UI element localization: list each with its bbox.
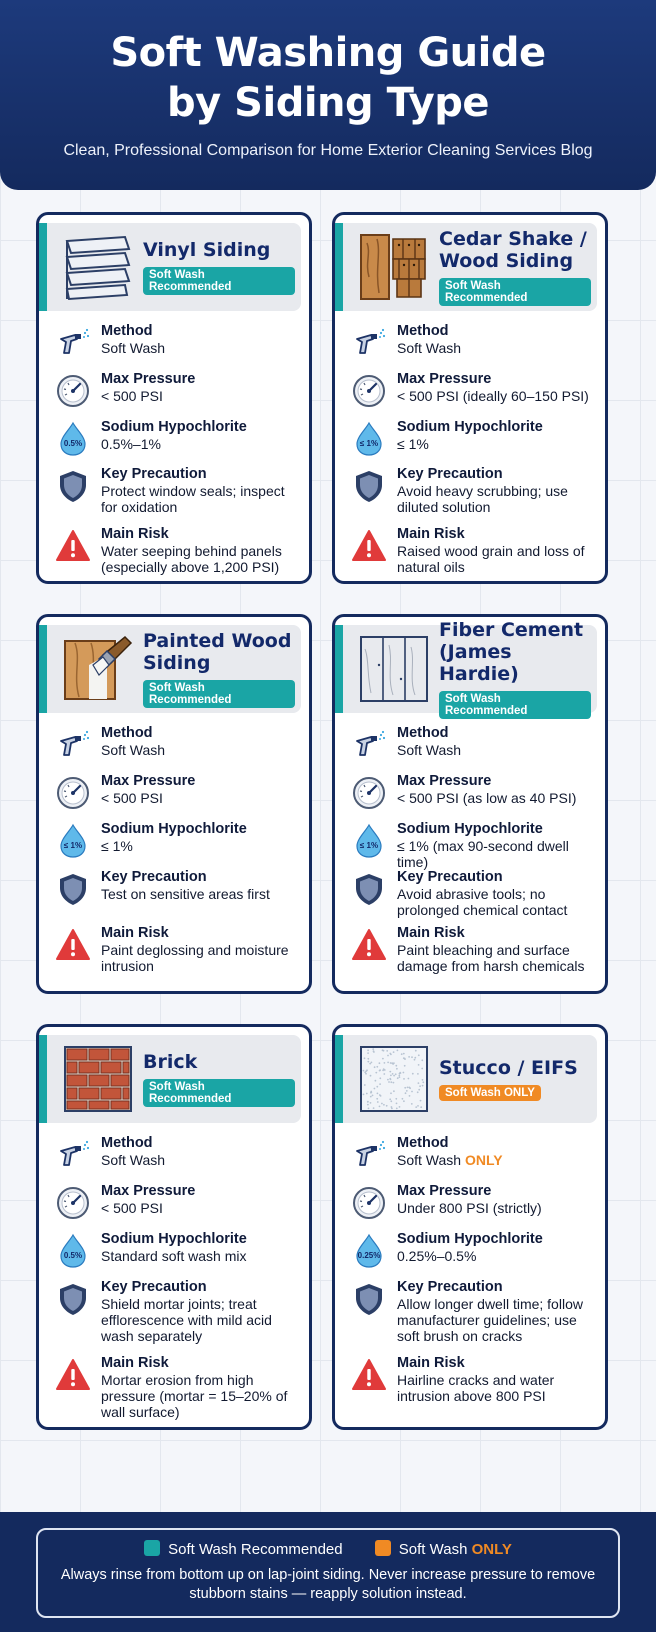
spray-nozzle-icon	[351, 1137, 387, 1173]
chemical-drop-icon	[55, 823, 91, 859]
precaution-row	[351, 466, 597, 515]
method-value: Soft Wash	[101, 742, 166, 758]
spray-nozzle-icon	[55, 1137, 91, 1173]
method-text	[101, 742, 301, 758]
risk-value: Mortar erosion from high pressure (mortar = 15–20% of wall surface)	[101, 1372, 288, 1420]
teal-swatch-icon	[144, 1540, 160, 1556]
page-title	[0, 0, 656, 128]
drop-concentration-label: ≤ 1%	[359, 841, 379, 850]
risk-value: Water seeping behind panels (especially above 1,200 PSI)	[101, 543, 282, 575]
chemical-drop-icon	[351, 421, 387, 457]
method-text	[397, 742, 597, 758]
pressure-value: < 500 PSI	[101, 388, 163, 404]
method-row	[55, 1135, 301, 1168]
chem-text	[101, 436, 301, 452]
precaution-text	[397, 886, 597, 918]
precaution-text	[397, 483, 597, 515]
title-line-2: by Siding Type	[167, 80, 489, 126]
method-value: Soft Wash	[397, 742, 462, 758]
card-title: Stucco / EIFS	[439, 1057, 578, 1079]
pressure-gauge-icon	[351, 373, 387, 409]
chem-value: 0.25%–0.5%	[397, 1248, 477, 1264]
warning-icon	[351, 1357, 387, 1393]
method-text	[397, 340, 597, 356]
card-header	[39, 625, 301, 713]
footer-note: Always rinse from bottom up on lap-joint siding. Never increase pressure to remove stubborn stains — reapply solution instead.	[60, 1567, 596, 1602]
pressure-label: Max Pressure	[101, 1183, 196, 1199]
status-badge: Soft Wash ONLY	[439, 1085, 541, 1101]
chem-row	[351, 821, 597, 870]
drop-concentration-label: 0.5%	[63, 1251, 83, 1260]
pressure-gauge-icon	[55, 373, 91, 409]
chem-value: ≤ 1%	[397, 436, 429, 452]
chem-label: Sodium Hypochlorite	[397, 419, 543, 435]
method-label: Method	[101, 1135, 153, 1151]
pressure-label: Max Pressure	[101, 773, 196, 789]
card-title: Cedar Shake / Wood Siding	[439, 228, 587, 272]
risk-row	[55, 1355, 301, 1420]
risk-label: Main Risk	[397, 1355, 465, 1371]
risk-text	[397, 543, 597, 575]
status-badge: Soft Wash Recommended	[143, 267, 295, 295]
risk-row	[351, 526, 597, 575]
method-label: Method	[397, 725, 449, 741]
card-title: Vinyl Siding	[143, 239, 271, 261]
pressure-gauge-icon	[55, 775, 91, 811]
pressure-value: Under 800 PSI (strictly)	[397, 1200, 542, 1216]
footer-legend-box	[36, 1528, 620, 1618]
warning-icon	[55, 927, 91, 963]
method-row	[351, 725, 597, 758]
method-row	[351, 1135, 597, 1168]
precaution-row	[351, 1279, 597, 1344]
precaution-label: Key Precaution	[397, 869, 503, 885]
chem-row	[55, 821, 301, 854]
legend-only-label: Soft Wash	[398, 1541, 468, 1558]
status-badge: Soft Wash Recommended	[439, 278, 591, 306]
spray-nozzle-icon	[351, 727, 387, 763]
risk-value: Hairline cracks and water intrusion above 800 PSI	[397, 1372, 555, 1404]
chem-label: Sodium Hypochlorite	[101, 1231, 247, 1247]
chem-label: Sodium Hypochlorite	[101, 821, 247, 837]
chem-value: Standard soft wash mix	[101, 1248, 247, 1264]
method-label: Method	[397, 1135, 449, 1151]
siding-card	[332, 1024, 608, 1430]
method-row	[55, 725, 301, 758]
risk-text	[101, 543, 301, 575]
pressure-row	[351, 773, 597, 806]
risk-value: Raised wood grain and loss of natural oils	[397, 543, 585, 575]
risk-text	[101, 942, 301, 974]
pressure-gauge-icon	[351, 1185, 387, 1221]
method-value: Soft Wash	[101, 1152, 166, 1168]
pressure-text	[101, 388, 301, 404]
chem-value: ≤ 1%	[101, 838, 133, 854]
precaution-label: Key Precaution	[101, 869, 207, 885]
pressure-text	[397, 388, 597, 404]
legend-only-emphasis: ONLY	[471, 1541, 512, 1558]
method-value: Soft Wash	[101, 340, 166, 356]
card-header	[335, 1035, 597, 1123]
spray-nozzle-icon	[55, 325, 91, 361]
method-text	[101, 340, 301, 356]
precaution-text	[101, 1296, 301, 1344]
pressure-value: < 500 PSI	[101, 1200, 163, 1216]
method-row	[55, 323, 301, 356]
chem-value: 0.5%–1%	[101, 436, 161, 452]
siding-card	[332, 212, 608, 584]
chemical-drop-icon	[55, 421, 91, 457]
warning-icon	[351, 528, 387, 564]
precaution-text	[101, 483, 301, 515]
precaution-value: Protect window seals; inspect for oxidation	[101, 483, 285, 515]
precaution-label: Key Precaution	[101, 1279, 207, 1295]
precaution-label: Key Precaution	[397, 1279, 503, 1295]
precaution-value: Test on sensitive areas first	[101, 886, 270, 902]
risk-text	[101, 1372, 301, 1420]
chem-row	[55, 1231, 301, 1264]
risk-row	[55, 925, 301, 974]
orange-swatch-icon	[375, 1540, 391, 1556]
risk-label: Main Risk	[397, 925, 465, 941]
spray-nozzle-icon	[351, 325, 387, 361]
risk-row	[55, 526, 301, 575]
shield-icon	[351, 468, 387, 504]
status-badge: Soft Wash Recommended	[439, 691, 591, 719]
card-header	[39, 1035, 301, 1123]
card-title: Fiber Cement (James Hardie)	[439, 619, 584, 685]
footer-bar	[0, 1512, 656, 1632]
pressure-text	[101, 1200, 301, 1216]
card-header	[335, 619, 597, 717]
precaution-row	[55, 1279, 301, 1344]
precaution-row	[55, 466, 301, 515]
cedar-shake-icon	[359, 233, 429, 301]
card-header	[39, 223, 301, 311]
chemical-drop-icon	[351, 1233, 387, 1269]
fiber-cement-icon	[359, 635, 429, 703]
pressure-row	[55, 371, 301, 404]
card-header	[335, 223, 597, 311]
chem-text	[101, 1248, 301, 1264]
legend	[38, 1540, 618, 1558]
shield-icon	[55, 468, 91, 504]
method-label: Method	[101, 725, 153, 741]
chem-text	[397, 1248, 597, 1264]
chemical-drop-icon	[351, 823, 387, 859]
risk-label: Main Risk	[101, 526, 169, 542]
chem-text	[101, 838, 301, 854]
siding-card	[36, 1024, 312, 1430]
shield-icon	[55, 871, 91, 907]
risk-label: Main Risk	[397, 526, 465, 542]
pressure-row	[55, 773, 301, 806]
pressure-gauge-icon	[351, 775, 387, 811]
method-text	[397, 1152, 597, 1168]
chem-label: Sodium Hypochlorite	[101, 419, 247, 435]
spray-nozzle-icon	[55, 727, 91, 763]
siding-card	[36, 614, 312, 994]
siding-card	[332, 614, 608, 994]
risk-label: Main Risk	[101, 1355, 169, 1371]
pressure-label: Max Pressure	[397, 1183, 492, 1199]
card-title: Painted Wood Siding	[143, 630, 292, 674]
precaution-text	[397, 1296, 597, 1344]
chem-value: ≤ 1% (max 90-second dwell time)	[397, 838, 569, 870]
stucco-texture-icon	[359, 1045, 429, 1113]
legend-recommended-label: Soft Wash Recommended	[168, 1541, 343, 1558]
paintbrush-wood-icon	[63, 635, 133, 703]
chem-row	[55, 419, 301, 452]
chem-row	[351, 419, 597, 452]
precaution-label: Key Precaution	[101, 466, 207, 482]
pressure-text	[101, 790, 301, 806]
risk-row	[351, 925, 597, 974]
shield-icon	[351, 871, 387, 907]
precaution-label: Key Precaution	[397, 466, 503, 482]
warning-icon	[351, 927, 387, 963]
drop-concentration-label: 0.5%	[63, 439, 83, 448]
pressure-row	[351, 371, 597, 404]
pressure-value: < 500 PSI	[101, 790, 163, 806]
precaution-value: Avoid abrasive tools; no prolonged chemical contact	[397, 886, 568, 918]
siding-card	[36, 212, 312, 584]
method-row	[351, 323, 597, 356]
vinyl-panels-icon	[63, 233, 133, 301]
risk-value: Paint bleaching and surface damage from harsh chemicals	[397, 942, 585, 974]
legend-item-only	[375, 1540, 512, 1558]
chem-label: Sodium Hypochlorite	[397, 821, 543, 837]
pressure-gauge-icon	[55, 1185, 91, 1221]
drop-concentration-label: 0.25%	[357, 1251, 381, 1260]
chem-text	[397, 838, 597, 870]
brick-wall-icon	[63, 1045, 133, 1113]
status-badge: Soft Wash Recommended	[143, 1079, 295, 1107]
warning-icon	[55, 1357, 91, 1393]
precaution-row	[55, 869, 301, 902]
precaution-text	[101, 886, 301, 902]
pressure-text	[397, 1200, 597, 1216]
precaution-value: Avoid heavy scrubbing; use diluted solution	[397, 483, 568, 515]
precaution-value: Shield mortar joints; treat efflorescence with mild acid wash separately	[101, 1296, 272, 1344]
pressure-label: Max Pressure	[101, 371, 196, 387]
shield-icon	[351, 1281, 387, 1317]
drop-concentration-label: ≤ 1%	[63, 841, 83, 850]
pressure-text	[397, 790, 597, 806]
method-value: Soft Wash	[397, 340, 462, 356]
pressure-value: < 500 PSI (as low as 40 PSI)	[397, 790, 577, 806]
pressure-label: Max Pressure	[397, 371, 492, 387]
pressure-value: < 500 PSI (ideally 60–150 PSI)	[397, 388, 589, 404]
chemical-drop-icon	[55, 1233, 91, 1269]
method-value: Soft Wash	[397, 1152, 462, 1168]
header-banner	[0, 0, 656, 190]
precaution-row	[351, 869, 597, 918]
page-subtitle: Clean, Professional Comparison for Home Exterior Cleaning Services Blog	[63, 142, 593, 159]
chem-row	[351, 1231, 597, 1264]
title-line-1: Soft Washing Guide	[110, 30, 546, 76]
drop-concentration-label: ≤ 1%	[359, 439, 379, 448]
risk-text	[397, 942, 597, 974]
precaution-value: Allow longer dwell time; follow manufacturer guidelines; use soft brush on cracks	[397, 1296, 583, 1344]
risk-value: Paint deglossing and moisture intrusion	[101, 942, 289, 974]
shield-icon	[55, 1281, 91, 1317]
method-text	[101, 1152, 301, 1168]
status-badge: Soft Wash Recommended	[143, 680, 295, 708]
method-label: Method	[101, 323, 153, 339]
method-emphasis: ONLY	[464, 1152, 503, 1168]
pressure-row	[351, 1183, 597, 1216]
pressure-label: Max Pressure	[397, 773, 492, 789]
chem-label: Sodium Hypochlorite	[397, 1231, 543, 1247]
risk-row	[351, 1355, 597, 1404]
card-title: Brick	[143, 1051, 198, 1073]
risk-text	[397, 1372, 597, 1404]
pressure-row	[55, 1183, 301, 1216]
chem-text	[397, 436, 597, 452]
risk-label: Main Risk	[101, 925, 169, 941]
method-label: Method	[397, 323, 449, 339]
legend-item-recommended	[144, 1540, 343, 1558]
warning-icon	[55, 528, 91, 564]
